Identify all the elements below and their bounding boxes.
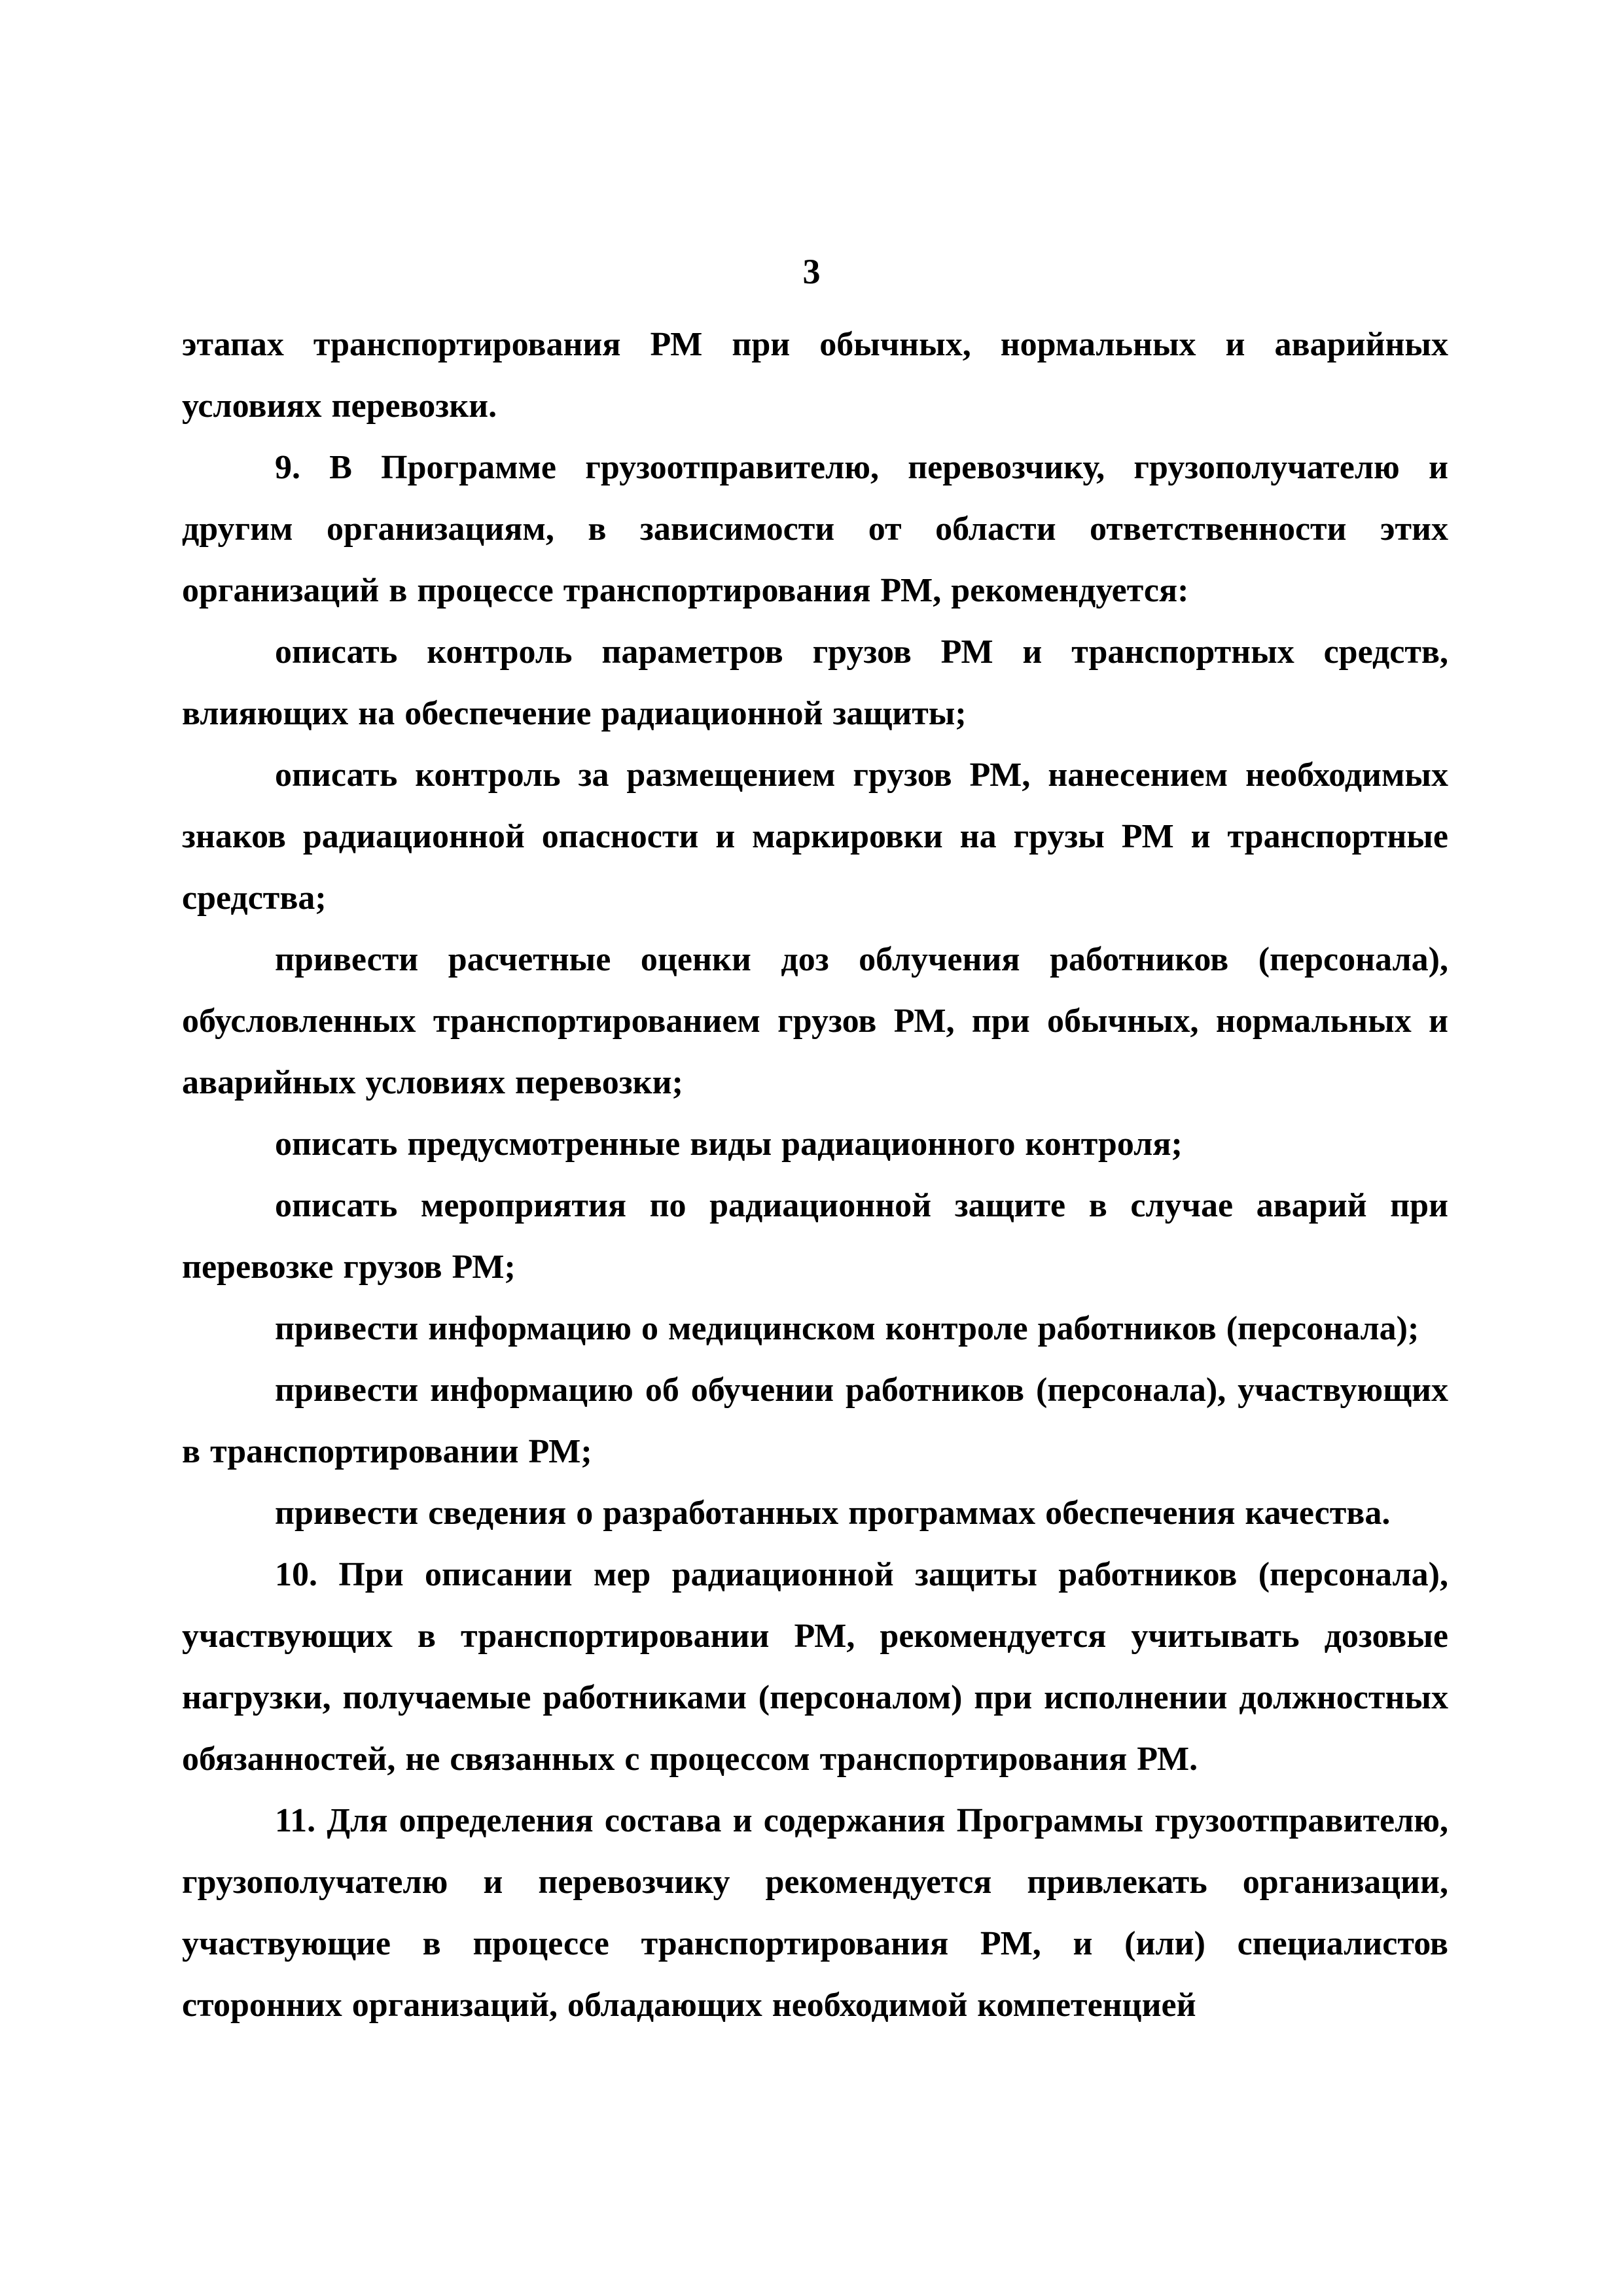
paragraph-item-11: 11. Для определения состава и содержания Программы грузоотправителю, грузополучателю и перевозчику рекомендуется привлекать организации, участвующие в процессе транспортирования РМ, и (или) специалистов сторонних организаций, обладающих необходимой компетенцией (182, 1802, 1448, 2024)
paragraph-continuation: этапах транспортирования РМ при обычных, нормальных и аварийных условиях перевозки. (182, 326, 1448, 425)
list-item: привести сведения о разработанных программах обеспечения качества. (275, 1494, 1391, 1532)
list-item: описать мероприятия по радиационной защите в случае аварий при перевозке грузов РМ; (182, 1187, 1448, 1286)
list-item: описать контроль параметров грузов РМ и транспортных средств, влияющих на обеспечение радиационной защиты; (182, 633, 1448, 732)
paragraph-item-10: 10. При описании мер радиационной защиты работников (персонала), участвующих в транспортировании РМ, рекомендуется учитывать дозовые нагрузки, получаемые работниками (персоналом) при исполнении должностных обязанностей, не связанных с процессом транспортирования РМ. (182, 1556, 1448, 1778)
list-item: привести расчетные оценки доз облучения работников (персонала), обусловленных транспортированием грузов РМ, при обычных, нормальных и аварийных условиях перевозки; (182, 941, 1448, 1101)
list-item: привести информацию об обучении работников (персонала), участвующих в транспортировании РМ; (182, 1371, 1448, 1470)
paragraph-item-9: 9. В Программе грузоотправителю, перевозчику, грузополучателю и другим организациям, в зависимости от области ответственности этих организаций в процессе транспортирования РМ, рекомендуется: (182, 449, 1448, 609)
page-number: 3 (802, 252, 821, 291)
list-item: привести информацию о медицинском контроле работников (персонала); (275, 1310, 1419, 1347)
body-text (182, 314, 1448, 2036)
list-item: описать контроль за размещением грузов РМ, нанесением необходимых знаков радиационной опасности и маркировки на грузы РМ и транспортные средства; (182, 756, 1448, 917)
list-item: описать предусмотренные виды радиационного контроля; (275, 1125, 1183, 1163)
